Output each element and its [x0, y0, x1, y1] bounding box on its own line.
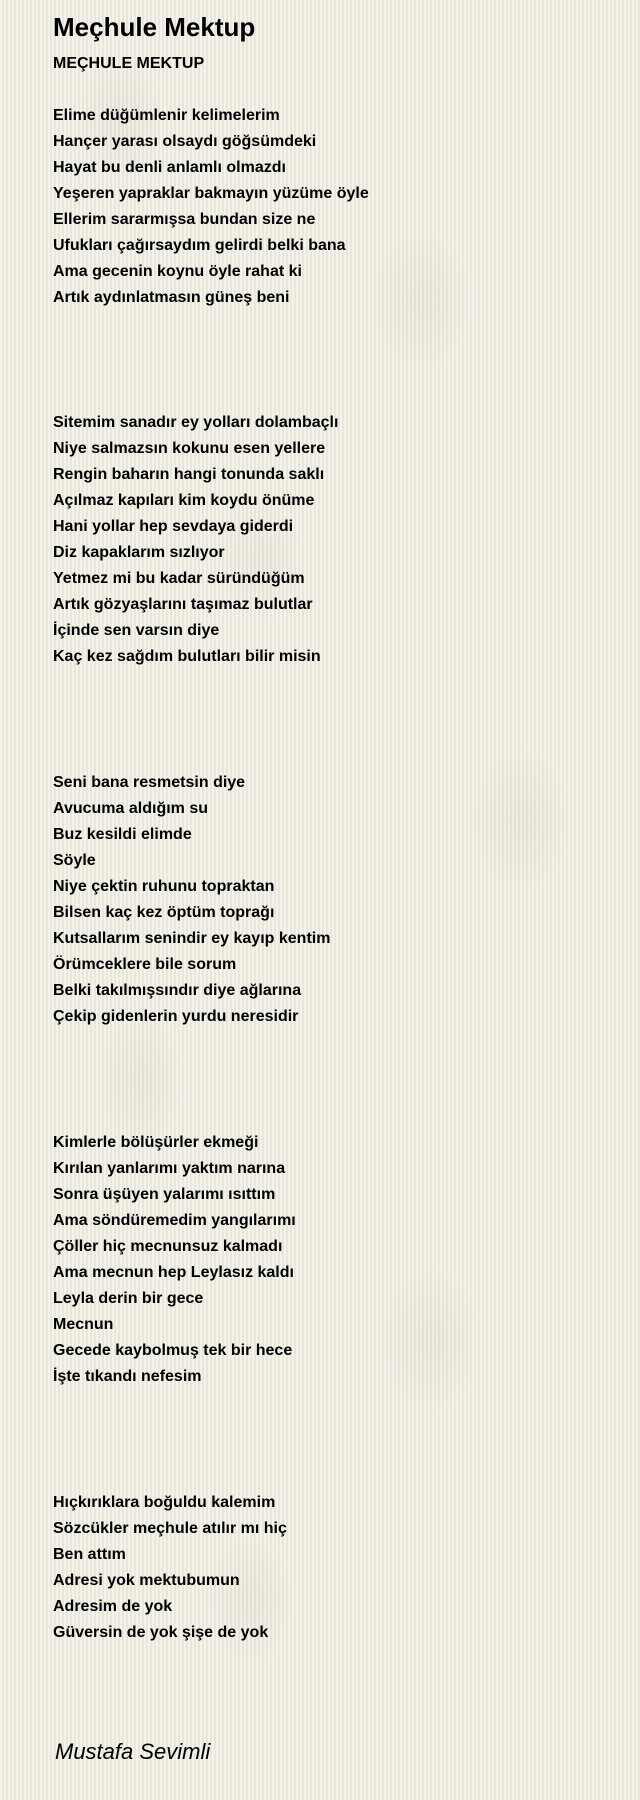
- poem-line: Bilsen kaç kez öptüm toprağı: [53, 904, 275, 921]
- poem-line: Açılmaz kapıları kim koydu önüme: [53, 492, 315, 509]
- poem-line: Seni bana resmetsin diye: [53, 774, 246, 791]
- poem-line: Yetmez mi bu kadar süründüğüm: [53, 570, 305, 587]
- poem-subtitle: MEÇHULE MEKTUP: [53, 55, 205, 72]
- poem-line: Niye çektin ruhunu topraktan: [53, 878, 275, 895]
- poem-line: Mecnun: [53, 1316, 114, 1333]
- poem-line: İçinde sen varsın diye: [53, 622, 220, 639]
- poem-line: Avucuma aldığım su: [53, 800, 208, 817]
- poem-line: İşte tıkandı nefesim: [53, 1368, 202, 1385]
- poem-line: Elime düğümlenir kelimelerim: [53, 107, 280, 124]
- poem-line: Ellerim sararmışsa bundan size ne: [53, 211, 316, 228]
- poem-line: Çöller hiç mecnunsuz kalmadı: [53, 1238, 283, 1255]
- poem-line: Çekip gidenlerin yurdu neresidir: [53, 1008, 299, 1025]
- stanza-4: [53, 1130, 296, 1390]
- poem-line: Diz kapaklarım sızlıyor: [53, 544, 225, 561]
- poem-line: Kimlerle bölüşürler ekmeği: [53, 1134, 259, 1151]
- poem-line: Artık aydınlatmasın güneş beni: [53, 289, 290, 306]
- poem-line: Söyle: [53, 852, 96, 869]
- poem-line: Sözcükler meçhule atılır mı hiç: [53, 1520, 287, 1537]
- poem-line: Güversin de yok şişe de yok: [53, 1624, 269, 1641]
- poem-line: Rengin baharın hangi tonunda saklı: [53, 466, 325, 483]
- poem-line: Ufukları çağırsaydım gelirdi belki bana: [53, 237, 346, 254]
- poem-line: Ama söndüremedim yangılarımı: [53, 1212, 296, 1229]
- poem-line: Buz kesildi elimde: [53, 826, 192, 843]
- poem-line: Belki takılmışsındır diye ağlarına: [53, 982, 302, 999]
- poem-line: Hıçkırıklara boğuldu kalemim: [53, 1494, 276, 1511]
- poem-line: Örümceklere bile sorum: [53, 956, 237, 973]
- poem-line: Leyla derin bir gece: [53, 1290, 204, 1307]
- poem-line: Sitemim sanadır ey yolları dolambaçlı: [53, 414, 339, 431]
- poem-line: Yeşeren yapraklar bakmayın yüzüme öyle: [53, 185, 369, 202]
- stanza-2: [53, 410, 338, 670]
- poem-line: Hayat bu denli anlamlı olmazdı: [53, 159, 286, 176]
- poem-line: Niye salmazsın kokunu esen yellere: [53, 440, 326, 457]
- poem-line: Adresi yok mektubumun: [53, 1572, 240, 1589]
- poem-line: Kaç kez sağdım bulutları bilir misin: [53, 648, 321, 665]
- poem-line: Hani yollar hep sevdaya giderdi: [53, 518, 294, 535]
- poem-line: Ben attım: [53, 1546, 126, 1563]
- poem-line: Kutsallarım senindir ey kayıp kentim: [53, 930, 331, 947]
- stanza-1: [53, 103, 369, 311]
- stanza-3: [53, 770, 330, 1030]
- poem-line: Adresim de yok: [53, 1598, 173, 1615]
- poem-author: Mustafa Sevimli: [55, 1739, 211, 1764]
- poem-line: Gecede kaybolmuş tek bir hece: [53, 1342, 293, 1359]
- stanza-5: [53, 1490, 287, 1646]
- poem-line: Artık gözyaşlarını taşımaz bulutlar: [53, 596, 313, 613]
- poem-line: Hançer yarası olsaydı göğsümdeki: [53, 133, 317, 150]
- poem-line: Ama gecenin koynu öyle rahat ki: [53, 263, 302, 280]
- poem-line: Sonra üşüyen yalarımı ısıttım: [53, 1186, 276, 1203]
- poem-title: Meçhule Mektup: [53, 12, 256, 42]
- poem-line: Kırılan yanlarımı yaktım narına: [53, 1160, 286, 1177]
- poem-line: Ama mecnun hep Leylasız kaldı: [53, 1264, 294, 1281]
